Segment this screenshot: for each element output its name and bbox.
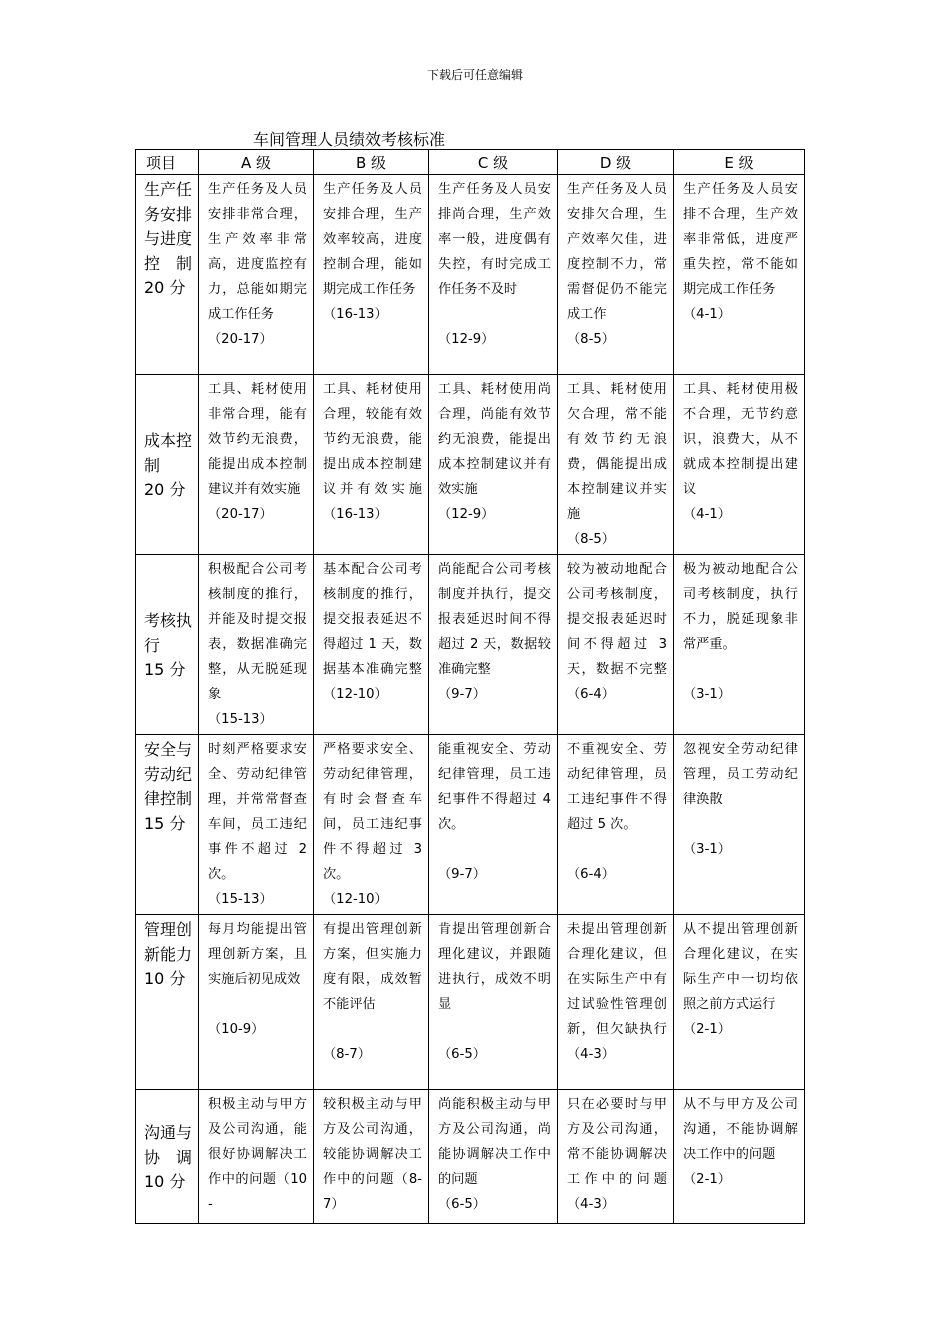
grade-cell xyxy=(558,555,674,735)
grade-range: （8-5） xyxy=(567,532,615,547)
grade-range: （4-1） xyxy=(683,307,731,322)
item-name: 安全与劳动纪律控制 xyxy=(144,740,193,808)
grade-range: （9-7） xyxy=(438,687,486,702)
grade-cell xyxy=(558,375,674,555)
column-header-grade-a: A 级 xyxy=(199,150,314,175)
grade-text: 较为被动地配合公司考核制度，提交报表延迟时间不得超过 3 天，数据不完整（6-4） xyxy=(567,562,667,702)
item-cell xyxy=(136,555,199,735)
grade-cell xyxy=(674,915,805,1090)
grade-text: 生产任务及人员安排非常合理，生产效率非常高，进度监控有力，总能如期完成工作任务 xyxy=(208,182,307,322)
column-header-grade-d: D 级 xyxy=(558,150,674,175)
item-score: 10 分 xyxy=(144,1172,186,1192)
grade-text: 能重视安全、劳动纪律管理，员工违纪事件不得超过 4 次。 xyxy=(438,742,551,832)
grade-text: 极为被动地配合公司考核制度，执行不力，脱延现象非常严重。 xyxy=(683,562,798,652)
grade-text: 不重视安全、劳动纪律管理，员工违纪事件不得超过 5 次。 xyxy=(567,742,667,832)
item-cell xyxy=(136,735,199,915)
grade-text: 工具、耗材使用合理，较能有效节约无浪费，能提出成本控制建议并有效实施（16-13） xyxy=(323,382,422,522)
grade-cell xyxy=(558,735,674,915)
grade-cell xyxy=(314,1090,429,1224)
table-row xyxy=(136,175,805,375)
grade-text: 未提出管理创新合理化建议，但在实际生产中有过试验性管理创新，但欠缺执行（4-3） xyxy=(567,922,667,1062)
grade-text: 严格要求安全、劳动纪律管理，有时会督查车间，员工违纪事件不得超过 3 次。 xyxy=(323,742,422,882)
grade-cell xyxy=(314,735,429,915)
grade-text: 工具、耗材使用欠合理，常不能有效节约无浪费，偶能提出成本控制建议并实施 xyxy=(567,382,667,522)
grade-range: （3-1） xyxy=(683,842,731,857)
item-score: 10 分 xyxy=(144,969,186,988)
grade-text: 生产任务及人员安排欠合理，生产效率欠佳，进度控制不力，常需督促仍不能完成工作 xyxy=(567,182,667,322)
grade-range: （4-1） xyxy=(683,507,731,522)
grade-cell xyxy=(314,175,429,375)
grade-cell xyxy=(199,555,314,735)
grade-cell xyxy=(429,1090,558,1224)
grade-text: 肯提出管理创新合理化建议，并跟随进执行，成效不明显 xyxy=(438,922,551,1012)
item-score: 20 分 xyxy=(144,480,186,500)
grade-cell xyxy=(199,1090,314,1224)
item-cell xyxy=(136,915,199,1090)
grade-cell xyxy=(199,915,314,1090)
grade-text: 工具、耗材使用极不合理，无节约意识，浪费大，从不就成本控制提出建议 xyxy=(683,382,798,497)
grade-text: 从不与甲方及公司沟通，不能协调解决工作中的问题 xyxy=(683,1097,798,1162)
grade-range: （20-17） xyxy=(208,507,273,522)
item-score: 15 分 xyxy=(144,813,186,833)
grade-range: （6-4） xyxy=(567,867,615,882)
grade-range: （15-13） xyxy=(208,712,273,727)
grade-text: 积极主动与甲方及公司沟通，能很好协调解决工作中的问题（10- xyxy=(208,1097,307,1212)
column-header-grade-b: B 级 xyxy=(314,150,429,175)
grade-range: （10-9） xyxy=(208,1022,265,1037)
grade-cell xyxy=(674,175,805,375)
item-name: 考核执行 xyxy=(144,611,193,655)
item-name: 生产任务安排与进度控制 xyxy=(144,180,193,273)
grade-text: 尚能配合公司考核制度并执行，提交报表延迟时间不得超过 2 天，数据较准确完整 xyxy=(438,562,551,677)
grade-text: 只在必要时与甲方及公司沟通，常不能协调解决工作中的问题（4-3） xyxy=(567,1097,667,1212)
assessment-table xyxy=(135,149,805,1224)
item-cell xyxy=(136,175,199,375)
grade-text: 从不提出管理创新合理化建议，在实际生产中一切均依照之前方式运行 xyxy=(683,922,798,1012)
grade-cell xyxy=(558,1090,674,1224)
grade-range: （8-7） xyxy=(323,1047,371,1062)
item-cell xyxy=(136,375,199,555)
item-name: 成本控制 xyxy=(144,431,193,475)
item-name: 沟通与协调 xyxy=(144,1123,193,1167)
grade-text: 有提出管理创新方案，但实施力度有限，成效暂不能评估 xyxy=(323,922,422,1012)
grade-cell xyxy=(429,915,558,1090)
grade-range: （6-5） xyxy=(438,1197,486,1212)
item-cell xyxy=(136,1090,199,1224)
grade-text: 生产任务及人员安排尚合理，生产效率一般，进度偶有失控，有时完成工作任务不及时 xyxy=(438,182,551,297)
grade-cell xyxy=(674,375,805,555)
document-title: 车间管理人员绩效考核标准 xyxy=(253,130,446,149)
grade-text: 时刻严格要求安全、劳动纪律管理，并常常督查车间，员工违纪事件不超过 2 次。 xyxy=(208,742,307,882)
grade-text: 生产任务及人员安排合理，生产效率较高，进度控制合理，能如期完成工作任务 xyxy=(323,182,422,297)
grade-cell xyxy=(674,1090,805,1224)
grade-cell xyxy=(674,555,805,735)
grade-cell xyxy=(558,175,674,375)
grade-text: 较积极主动与甲方及公司沟通，较能协调解决工作中的问题（8-7） xyxy=(323,1097,422,1212)
grade-cell xyxy=(429,555,558,735)
grade-cell xyxy=(199,375,314,555)
grade-text: 工具、耗材使用尚合理，尚能有效节约无浪费，能提出成本控制建议并有效实施 xyxy=(438,382,551,497)
grade-range: （12-9） xyxy=(438,507,495,522)
grade-cell xyxy=(674,735,805,915)
grade-cell xyxy=(199,735,314,915)
column-header-grade-c: C 级 xyxy=(429,150,558,175)
grade-cell xyxy=(314,555,429,735)
item-score: 15 分 xyxy=(144,660,186,680)
grade-cell xyxy=(429,375,558,555)
column-header-grade-e: E 级 xyxy=(674,150,805,175)
item-name: 管理创新能力 xyxy=(144,920,193,964)
grade-text: 每月均能提出管理创新方案，且实施后初见成效 xyxy=(208,922,307,987)
grade-range: （12-10） xyxy=(323,892,388,907)
grade-range: （8-5） xyxy=(567,332,615,347)
grade-text: 基本配合公司考核制度的推行，提交报表延迟不得超过 1 天，数据基本准确完整（12-10） xyxy=(323,562,422,702)
header-note: 下载后可任意编辑 xyxy=(426,68,523,82)
grade-range: （20-17） xyxy=(208,332,273,347)
column-header-item: 项目 xyxy=(136,150,199,175)
grade-range: （16-13） xyxy=(323,307,388,322)
grade-cell xyxy=(429,175,558,375)
grade-range: （12-9） xyxy=(438,332,495,347)
header-row xyxy=(136,150,805,175)
grade-text: 工具、耗材使用非常合理，能有效节约无浪费，能提出成本控制建议并有效实施 xyxy=(208,382,307,497)
table-row xyxy=(136,735,805,915)
grade-range: （3-1） xyxy=(683,687,731,702)
grade-range: （15-13） xyxy=(208,892,273,907)
grade-cell xyxy=(558,915,674,1090)
table-row xyxy=(136,555,805,735)
table-row xyxy=(136,915,805,1090)
grade-text: 生产任务及人员安排不合理，生产效率非常低，进度严重失控，常不能如期完成工作任务 xyxy=(683,182,798,297)
grade-range: （2-1） xyxy=(683,1022,731,1037)
grade-text: 尚能积极主动与甲方及公司沟通，尚能协调解决工作中的问题 xyxy=(438,1097,551,1187)
grade-cell xyxy=(314,915,429,1090)
table-row xyxy=(136,1090,805,1224)
grade-range: （2-1） xyxy=(683,1172,731,1187)
grade-range: （6-5） xyxy=(438,1047,486,1062)
grade-cell xyxy=(314,375,429,555)
item-score: 20 分 xyxy=(144,278,186,297)
grade-text: 忽视安全劳动纪律管理，员工劳动纪律涣散 xyxy=(683,742,798,807)
grade-text: 积极配合公司考核制度的推行，并能及时提交报表，数据准确完整，从无脱延现象 xyxy=(208,562,307,702)
table-row xyxy=(136,375,805,555)
grade-cell xyxy=(199,175,314,375)
grade-cell xyxy=(429,735,558,915)
grade-range: （9-7） xyxy=(438,867,486,882)
